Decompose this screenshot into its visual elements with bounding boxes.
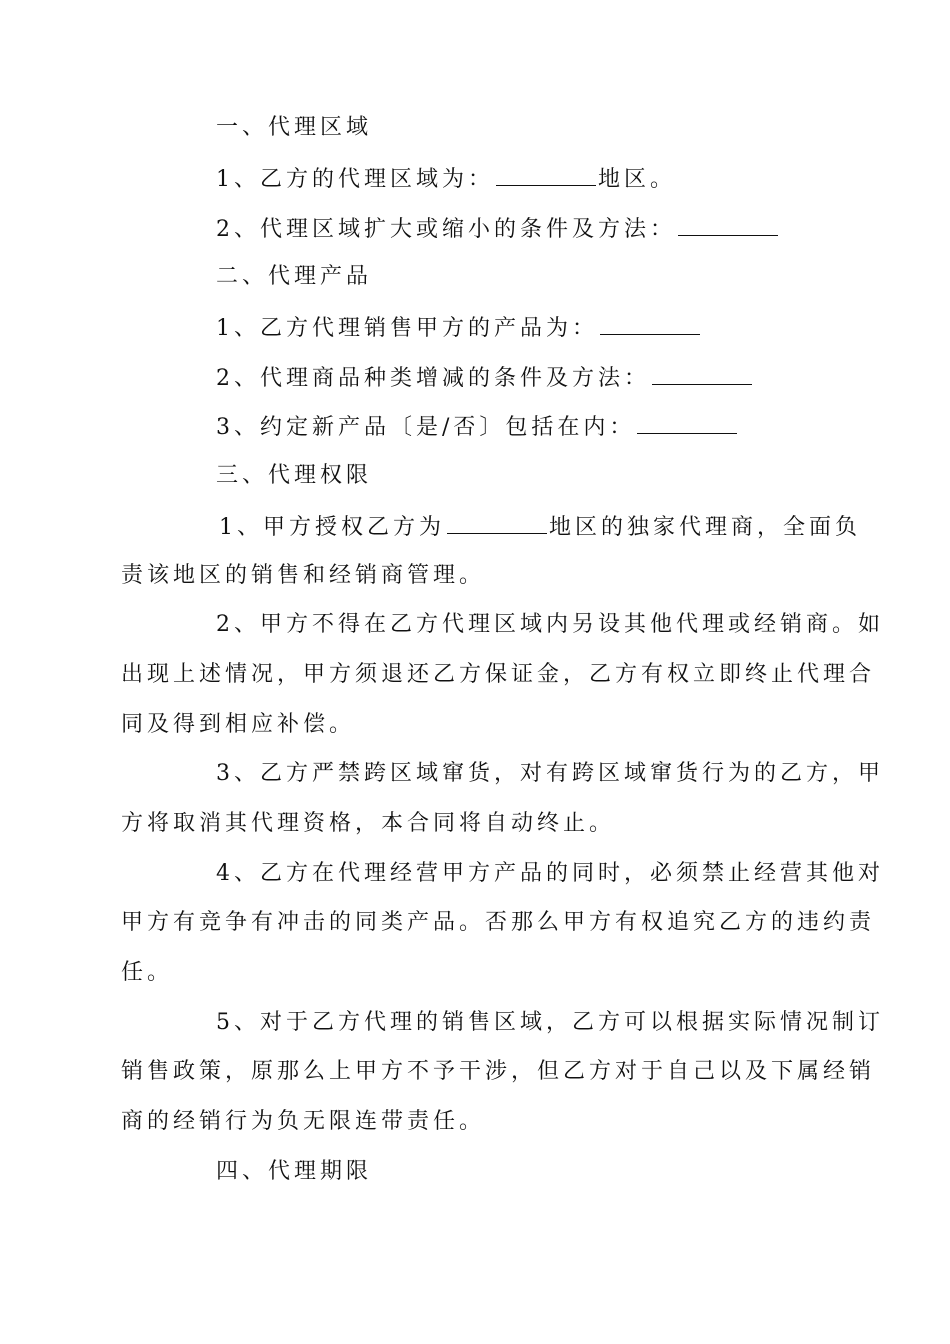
fill-in-blank[interactable] bbox=[652, 362, 752, 385]
section-heading-agency-authority: 三、代理权限 bbox=[216, 463, 373, 488]
agency-products-item-1 bbox=[216, 312, 702, 344]
fill-in-blank[interactable] bbox=[600, 312, 700, 335]
authority-paragraph-5-line-1: 5、对于乙方代理的销售区域，乙方可以根据实际情况制订 bbox=[216, 1010, 884, 1035]
authority-paragraph-2-line-2: 出现上述情况，甲方须退还乙方保证金，乙方有权立即终止代理合 bbox=[121, 662, 876, 687]
item-text: 2、代理商品种类增减的条件及方法： bbox=[216, 366, 650, 391]
item-text: 3、约定新产品〔是/否〕包括在内： bbox=[216, 415, 636, 440]
section-heading-agency-area: 一、代理区域 bbox=[216, 115, 373, 140]
agency-area-item-2 bbox=[216, 213, 780, 245]
fill-in-blank[interactable] bbox=[496, 163, 596, 186]
authority-paragraph-5-line-3: 商的经销行为负无限连带责任。 bbox=[121, 1109, 486, 1134]
agency-area-item-1 bbox=[216, 163, 676, 195]
authority-paragraph-3-line-2: 方将取消其代理资格，本合同将自动终止。 bbox=[121, 811, 616, 836]
authority-paragraph-2-line-3: 同及得到相应补偿。 bbox=[121, 712, 356, 737]
item-text: 1、乙方代理销售甲方的产品为： bbox=[216, 316, 598, 341]
authority-paragraph-4-line-3: 任。 bbox=[121, 960, 174, 985]
paragraph-text: 1、甲方授权乙方为 bbox=[219, 515, 445, 540]
authority-paragraph-3-line-1: 3、乙方严禁跨区域窜货，对有跨区域窜货行为的乙方，甲 bbox=[216, 761, 884, 786]
agency-products-item-2 bbox=[216, 362, 754, 394]
item-text: 1、乙方的代理区域为： bbox=[216, 167, 494, 192]
fill-in-blank[interactable] bbox=[637, 411, 737, 434]
authority-paragraph-1-line-2: 责该地区的销售和经销商管理。 bbox=[121, 563, 486, 588]
item-text: 地区。 bbox=[598, 167, 677, 192]
authority-paragraph-2-line-1: 2、甲方不得在乙方代理区域内另设其他代理或经销商。如 bbox=[216, 612, 884, 637]
paragraph-text: 地区的独家代理商，全面负 bbox=[549, 515, 862, 540]
section-heading-agency-term: 四、代理期限 bbox=[216, 1159, 373, 1184]
authority-paragraph-5-line-2: 销售政策，原那么上甲方不予干涉，但乙方对于自己以及下属经销 bbox=[121, 1059, 876, 1084]
fill-in-blank[interactable] bbox=[678, 213, 778, 236]
agency-products-item-3 bbox=[216, 411, 739, 443]
authority-paragraph-4-line-1: 4、乙方在代理经营甲方产品的同时，必须禁止经营其他对 bbox=[216, 861, 884, 886]
fill-in-blank[interactable] bbox=[447, 511, 547, 534]
authority-paragraph-4-line-2: 甲方有竞争有冲击的同类产品。否那么甲方有权追究乙方的违约责 bbox=[121, 910, 876, 935]
authority-paragraph-1-line-1 bbox=[219, 511, 861, 543]
item-text: 2、代理区域扩大或缩小的条件及方法： bbox=[216, 217, 676, 242]
section-heading-agency-products: 二、代理产品 bbox=[216, 264, 373, 289]
